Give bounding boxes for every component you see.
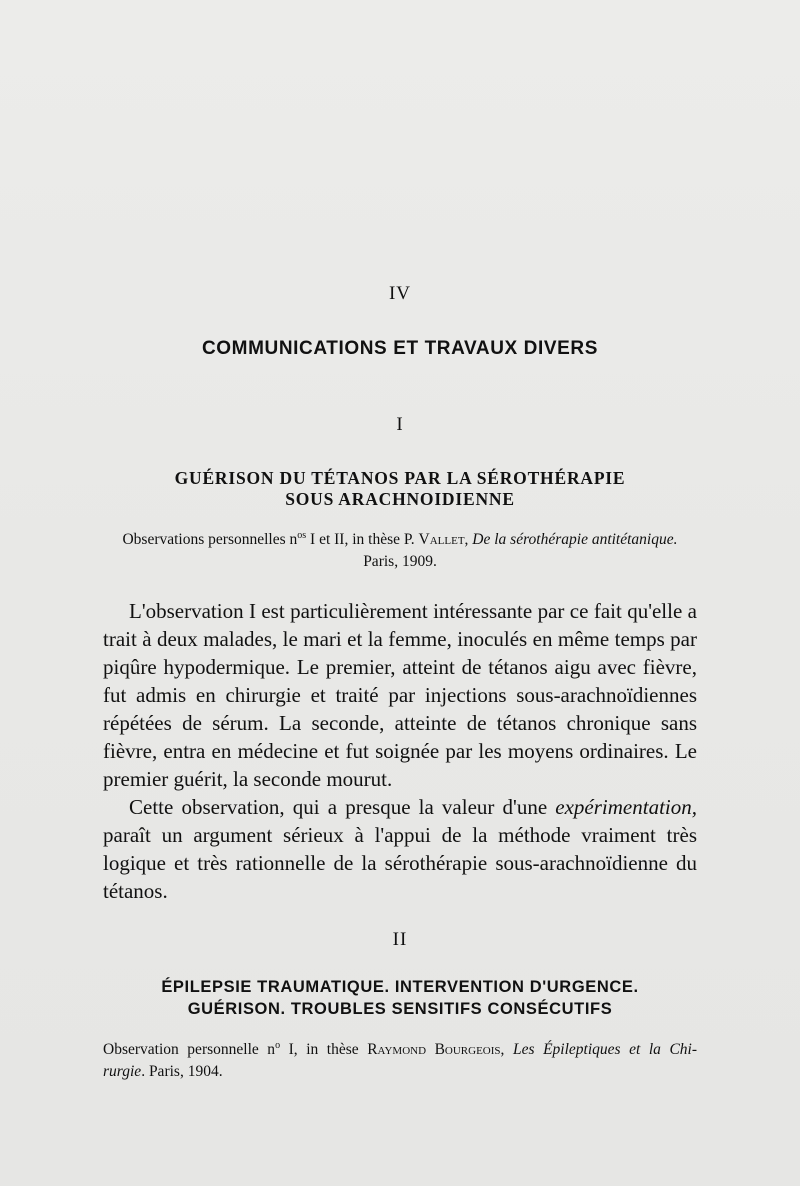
section-numeral: IV xyxy=(388,283,412,304)
article-body xyxy=(103,597,697,905)
source-text: , xyxy=(500,1041,513,1059)
section-title: COMMUNICATIONS ET TRAVAUX DIVERS xyxy=(201,338,599,359)
source-author: Vallet xyxy=(418,531,465,549)
article-title-line: GUÉRISON. TROUBLES SENSITIFS CONSÉCUTIFS xyxy=(187,1000,613,1018)
article-title-line: SOUS ARACHNOIDIENNE xyxy=(285,489,515,509)
paragraph-text: Cette observation, qui a presque la valeur d'une xyxy=(129,795,556,819)
source-place: . Paris, 1904. xyxy=(141,1063,223,1081)
article-source xyxy=(103,1035,697,1083)
article-title xyxy=(0,468,800,510)
emphasis-text: expérimentation, xyxy=(555,795,697,819)
article-numeral: II xyxy=(392,929,408,950)
source-text: I, in thèse xyxy=(280,1041,368,1059)
source-work: Les Épileptiques et la Chi- xyxy=(512,1041,697,1059)
source-work: De la sérothérapie antitétanique. xyxy=(472,531,678,549)
source-author: Raymond Bourgeois xyxy=(367,1041,501,1059)
source-text: Observations personnelles n xyxy=(122,531,298,549)
article-title-line: GUÉRISON DU TÉTANOS PAR LA SÉROTHÉRAPIE xyxy=(174,468,626,488)
article-source xyxy=(0,525,800,573)
source-text: , xyxy=(464,531,473,549)
article-title xyxy=(0,976,800,1020)
paragraph-text: paraît un argument sérieux à l'appui de la méthode vraiment très logique et très rationnelle de la sérothérapie sous-arachnoïdienne du tétanos. xyxy=(103,823,697,903)
article-title-line: ÉPILEPSIE TRAUMATIQUE. INTERVENTION D'URGENCE. xyxy=(161,978,639,996)
source-text: I et II, in thèse P. xyxy=(306,531,419,549)
body-paragraph xyxy=(103,793,697,905)
source-text: Observation personnelle n xyxy=(103,1041,276,1059)
source-superscript: o xyxy=(275,1040,281,1051)
article-numeral: I xyxy=(396,414,404,435)
body-paragraph: L'observation I est particulièrement intéressante par ce fait qu'elle a trait à deux malades, le mari et la femme, inoculés en même temps par piqûre hypodermique. Le premier, atteint de tétanos aigu avec fièvre, fut admis en chirurgie et traité par injections sous-arachnoïdiennes répétées de sérum. La seconde, atteinte de tétanos chronique sans fièvre, entra en médecine et fut soignée par les moyens ordinaires. Le premier guérit, la seconde mourut. xyxy=(103,599,697,791)
source-superscript: os xyxy=(297,530,307,541)
source-place: Paris, 1909. xyxy=(363,553,437,571)
source-work: rurgie xyxy=(103,1063,142,1081)
